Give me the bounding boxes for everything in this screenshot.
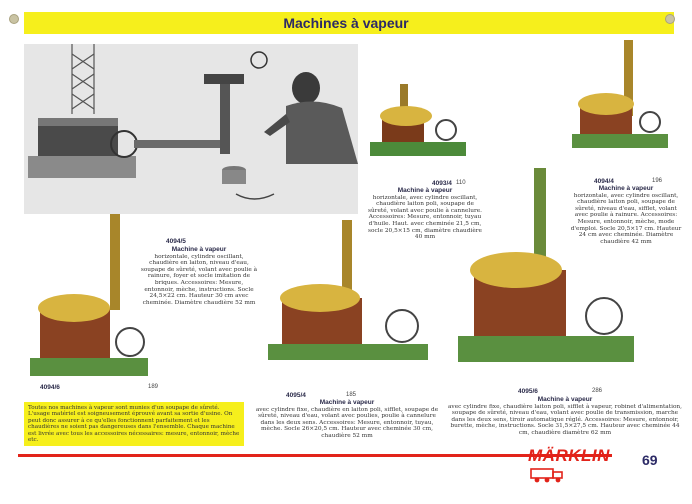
product-caption [140, 247, 258, 306]
binding-hole [9, 14, 19, 24]
product-code: 4093/4 [432, 180, 452, 187]
product-image-4094-4 [570, 38, 670, 158]
product-image-4094-6 [26, 212, 152, 382]
product-description: avec cylindre fixe, chaudière laiton poli, sifflet à vapeur, robinet d'alimentation, soupape de sûreté, niveau d'eau, volant avec poulie de transmission, marche dans les deux sens, tiroir automatique réglé. Accessoires: Mesure, entonnoir, burette, mèche, instructions. Socle 31,5×27,5 cm. Hauteur avec cheminée 44 cm, chaudière diamètre 62 mm [447, 403, 683, 436]
product-description: horizontale, avec cylindre oscillant, chaudière laiton poli, soupape de sûreté, niveau d'eau, sifflet, volant avec poulie à rainure. Accessoires: Mesure, entonnoir, mèche, mode d'emploi. Socle 20,5×17 cm. Hauteur 24 cm avec cheminée. Diamètre chaudière 42 mm [570, 192, 682, 245]
product-name: Machine à vapeur [171, 246, 227, 253]
product-code: 4095/4 [286, 392, 306, 399]
binding-hole [665, 14, 675, 24]
page-ref: 286 [592, 388, 603, 394]
product-name: Machine à vapeur [319, 399, 375, 406]
product-code: 4094/5 [166, 238, 186, 245]
product-caption [252, 400, 442, 440]
product-description: avec cylindre fixe, chaudière en laiton poli, sifflet, soupape de sûreté, niveau d'eau, volant avec poulies, poulie à cannelure dans les deux sens. Accessoires: Mesure, entonnoir, tuyau, mèche. Socle 26×20,5 cm. Hauteur avec cheminée 30 cm, chaudière 52 mm [255, 406, 439, 439]
product-name: Machine à vapeur [598, 185, 654, 192]
locomotive-icon [530, 467, 564, 483]
product-description: horizontale, cylindre oscillant, chaudière en laiton, niveau d'eau, soupape de sûreté, volant avec poulie à rainure, foyer et socle imitation de briques. Accessoires: Mesure, entonnoir, mèche, instructions. Socle 24,5×22 cm. Hauteur 30 cm avec cheminée. Diamètre chaudière 52 mm [140, 253, 258, 306]
page-title: Machines à vapeur [283, 15, 409, 31]
product-image-4095-6 [454, 166, 640, 372]
hero-photo [24, 44, 358, 214]
product-image-4093-4 [366, 80, 470, 170]
note-box: Toutes nos machines à vapeur sont munies d'un soupape de sûreté. L'usage matériel est soigneusement éprouvé avant sa sortie d'usine. On peut donc assurer à ce qu'elles fonctionnent parfaitement et les chaudières ne soient pas dangereuses dans l'ensemble. Chaque machine est livrée avec tous les accessoires nécessaires: mesure, entonnoir, mèche etc. [24, 402, 244, 446]
product-code: 4094/6 [40, 384, 60, 391]
page-ref: 185 [346, 392, 357, 398]
page-number: 69 [642, 452, 658, 468]
product-name: Machine à vapeur [397, 187, 453, 194]
page-ref: 110 [456, 180, 466, 186]
product-code: 4095/6 [518, 388, 538, 395]
marklin-logo [528, 446, 638, 470]
page-ref: 196 [652, 178, 663, 184]
footer-rule [18, 454, 612, 457]
product-name: Machine à vapeur [537, 396, 593, 403]
product-code: 4094/4 [594, 178, 614, 185]
product-image-4095-4 [262, 218, 438, 370]
product-caption [446, 397, 684, 437]
product-description: horizontale, avec cylindre oscillant, chaudière laiton poli, soupape de sûreté, volant avec poulie à cannelure. Accessoires: Mesure, entonnoir, tuyau d'huile. Haut. avec cheminée 21,5 cm, socle 20,5×15 cm, diamètre chaudière 40 mm [367, 194, 483, 241]
page-ref: 189 [148, 384, 159, 390]
brand-wordmark: MÄRKLIN [528, 446, 610, 465]
